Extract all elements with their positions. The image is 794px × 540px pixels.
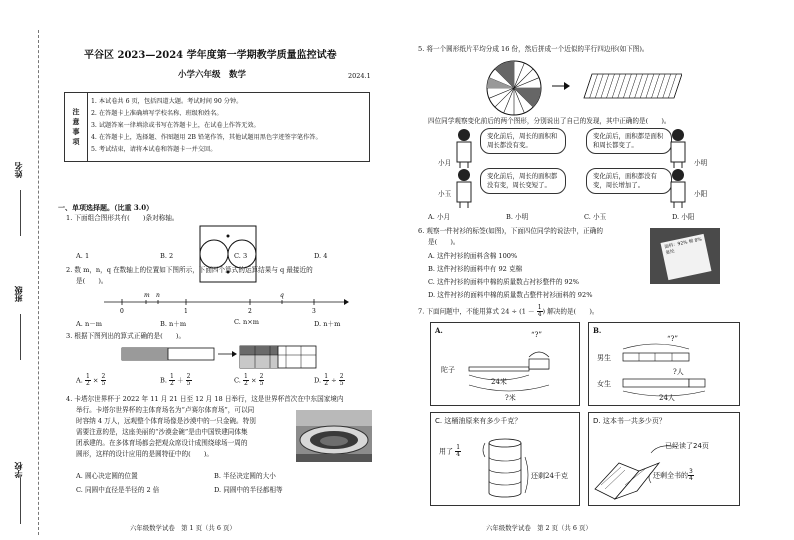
- student-name: 小玉: [438, 190, 452, 198]
- exam-subtitle: 小学六年级 数学: [178, 70, 247, 80]
- question-3: 3. 根据下图列出的算式正确的是( )。: [66, 332, 186, 340]
- q4-option-d: D. 同圆中的半径都相等: [214, 486, 283, 494]
- q3-option-d: D. $\frac{1}{2}$ ÷ $\frac{2}{5}$: [314, 373, 344, 387]
- tick-3: 3: [312, 308, 316, 315]
- question-6-line1: 6. 观察一件衬衫的标签(如图)，下面四位同学的说法中，正确的: [418, 227, 603, 235]
- panel-b-unknown: ?人: [673, 368, 684, 376]
- panel-b-question: “?”: [667, 335, 678, 343]
- q7-panel-a: A. “?” 陀子 24米 ?米: [430, 322, 580, 406]
- panel-a-length: 24米: [491, 378, 507, 386]
- student-figure: [666, 168, 690, 208]
- speech-bubble: 变化前后，周长的面积都没有变，周长变短了。: [480, 168, 566, 194]
- notice-item: 5. 考试结束，请将本试卷和答题卡一并交回。: [91, 146, 217, 153]
- q3-option-b: B. $\frac{1}{2}$ ＋ $\frac{2}{5}$: [160, 373, 191, 387]
- speech-bubble: 变化前后，周长的面积和周长都没有变。: [480, 128, 566, 154]
- q6-option-d: D. 这件衬衫的面料中棉的质量数占整件衬衫面料的 92%: [428, 291, 593, 299]
- question-4-line4: 需要注意的是，这座美丽的“沙漠金碗”是由中国铁建同体集: [76, 428, 248, 436]
- notice-label: 注 意 事 项: [65, 93, 88, 161]
- arrow-icon: [552, 80, 570, 92]
- q2-option-c: C. n×m: [234, 318, 260, 326]
- parallelogram-figure: [576, 72, 682, 100]
- q7-panel-c: C. 这桶油原来有多少千克？ 用了 $\frac{1}{4}$ 还剩24千克: [430, 412, 580, 506]
- panel-c-used: 用了 $\frac{1}{4}$: [439, 444, 461, 458]
- panel-a-total: ?米: [505, 394, 516, 402]
- book-diagram: [589, 413, 739, 505]
- question-4-line1: 4. 卡塔尔世界杯于 2022 年 11 月 21 日至 12 月 18 日举行，这是世界杯首次在中东国家境内: [66, 395, 344, 403]
- notice-box: [64, 92, 370, 162]
- q6-option-c: C. 这件衬衫的面料中棉的质量数占衬衫整件的 92%: [428, 278, 580, 286]
- question-4-line6: 圆形，这样的设计应用的是圆特征中的( )。: [76, 450, 214, 458]
- name-label: 姓名: [13, 162, 23, 178]
- q3-figure: [120, 342, 320, 372]
- tick-1: 1: [184, 308, 188, 315]
- tick-0: 0: [120, 308, 124, 315]
- class-label: 班级: [13, 286, 23, 302]
- student-name: 小明: [694, 159, 708, 167]
- q5-option-c: C. 小玉: [584, 213, 607, 221]
- question-5: 5. 将一个圆形纸片平均分成 16 份，然后拼成一个近似的平行四边形(如下图)。: [418, 45, 649, 53]
- oil-barrel-diagram: [431, 413, 579, 505]
- label-q: q: [280, 292, 284, 299]
- name-line: [20, 190, 21, 236]
- student-figure: [452, 128, 476, 168]
- panel-a-left-label: 陀子: [441, 366, 455, 374]
- exam-date: 2024.1: [348, 72, 371, 80]
- q5-option-b: B. 小明: [506, 213, 529, 221]
- cut-line: [38, 30, 39, 535]
- question-7: 7. 下面问题中，不能用算式 24 ÷ (1 － $\frac{1}{4}$ ) 解决的是( )。: [418, 304, 599, 318]
- question-4-line2: 举行。卡塔尔世界杯的主体育场名为“卢赛尔体育场”，可以同: [76, 406, 255, 414]
- question-6-line2: 是( )。: [428, 238, 460, 246]
- exam-title: 平谷区 2023—2024 学年度第一学期教学质量监控试卷: [84, 50, 337, 61]
- q1-option-c: C. 3: [234, 252, 248, 260]
- q4-option-c: C. 同圆中直径是半径的 2 倍: [76, 486, 160, 494]
- q1-option-a: A. 1: [76, 252, 90, 260]
- question-4-line5: 团承建的。在多体育场都会把观众席设计成围绕球场一周的: [76, 439, 248, 447]
- panel-d-remaining: 还剩全书的 $\frac{3}{4}$: [653, 468, 693, 482]
- page-footer-left: 六年级数学试卷 第 1 页（共 6 页）: [130, 524, 236, 532]
- q6-option-a: A. 这件衬衫的面料含棉 100%: [428, 252, 518, 260]
- label-n: n: [156, 292, 160, 299]
- school-line: [20, 478, 21, 524]
- shirt-label-text: 面料：92% 棉 8% 氨纶: [661, 234, 712, 280]
- notice-item: 3. 试题答案一律填涂或书写在答题卡上，在试卷上作答无效。: [91, 122, 260, 129]
- student-figure: [452, 168, 476, 208]
- question-5b: 四位同学观察变化前后的两个图形，分别说出了自己的发现，其中正确的是( )。: [428, 117, 671, 125]
- q6-option-b: B. 这件衬衫的面料中有 92 克棉: [428, 265, 523, 273]
- q4-option-b: B. 半径决定圆的大小: [214, 472, 276, 480]
- panel-b-count: 24人: [659, 394, 675, 402]
- speech-bubble: 变化前后，面积都是面积和周长都变了。: [586, 128, 672, 154]
- binding-strip: [0, 0, 44, 540]
- panel-c-remaining: 还剩24千克: [531, 472, 568, 480]
- q1-figure: [196, 222, 260, 286]
- page-footer-right: 六年级数学试卷 第 2 页（共 6 页）: [486, 524, 592, 532]
- q7-panel-b: B. “?” 男生 女生 ?人 24人: [588, 322, 740, 406]
- panel-b-boys: 男生: [597, 354, 611, 362]
- question-2-line2: 是( )。: [76, 277, 108, 285]
- q3-option-a: A. $\frac{1}{2}$ × $\frac{2}{5}$: [76, 373, 106, 387]
- panel-a-question: “?”: [531, 331, 542, 339]
- number-line: [100, 290, 350, 316]
- notice-item: 4. 在答题卡上，选择题、作图题用 2B 铅笔作答，其他试题用黑色字迹签字笔作答。: [91, 134, 322, 141]
- tick-2: 2: [248, 308, 252, 315]
- school-label: 学校: [13, 462, 23, 478]
- q1-option-b: B. 2: [160, 252, 174, 260]
- q7-panel-d: D. 这本书一共多少页？ 已经读了24页 还剩全书的 $\frac{3}{4}$: [588, 412, 740, 506]
- notice-item: 2. 在答题卡上准确填写学校名称、班级和姓名。: [91, 110, 223, 117]
- student-name: 小阳: [694, 190, 708, 198]
- question-1: 1. 下面组合图形共有( )条对称轴。: [66, 214, 179, 222]
- panel-b-girls: 女生: [597, 380, 611, 388]
- q3-option-c: C. $\frac{1}{2}$ × $\frac{2}{5}$: [234, 373, 264, 387]
- q2-option-d: D. n＋m: [314, 320, 341, 328]
- notice-list: [91, 96, 322, 156]
- q2-option-a: A. n－m: [76, 320, 103, 328]
- shirt-label-photo: [650, 228, 720, 284]
- section-heading: 一、单项选择题。（比重 3.0）: [58, 203, 154, 212]
- q1-option-d: D. 4: [314, 252, 328, 260]
- stadium-photo: [296, 410, 372, 462]
- notice-item: 1. 本试卷共 6 页，包括四道大题。考试时间 90 分钟。: [91, 98, 243, 105]
- q2-option-b: B. n＋m: [160, 320, 187, 328]
- circle-16-figure: [484, 58, 544, 118]
- q4-option-a: A. 圆心决定圆的位置: [76, 472, 138, 480]
- student-figure: [666, 128, 690, 168]
- panel-d-read: 已经读了24页: [665, 442, 709, 450]
- question-4-line3: 时容纳 4 万人，远观整个体育场像是沙漠中的一只金碗。特别: [76, 417, 256, 425]
- speech-bubble: 变化前后，面积都没有变，周长增加了。: [586, 168, 672, 194]
- q5-option-a: A. 小月: [428, 213, 451, 221]
- student-name: 小月: [438, 159, 452, 167]
- label-m: m: [144, 292, 150, 299]
- q5-option-d: D. 小阳: [672, 213, 695, 221]
- class-line: [20, 314, 21, 360]
- question-2-line1: 2. 数 m，n，q 在数轴上的位置如下图所示，下面四个算式的运算结果与 q 最接近的: [66, 266, 313, 274]
